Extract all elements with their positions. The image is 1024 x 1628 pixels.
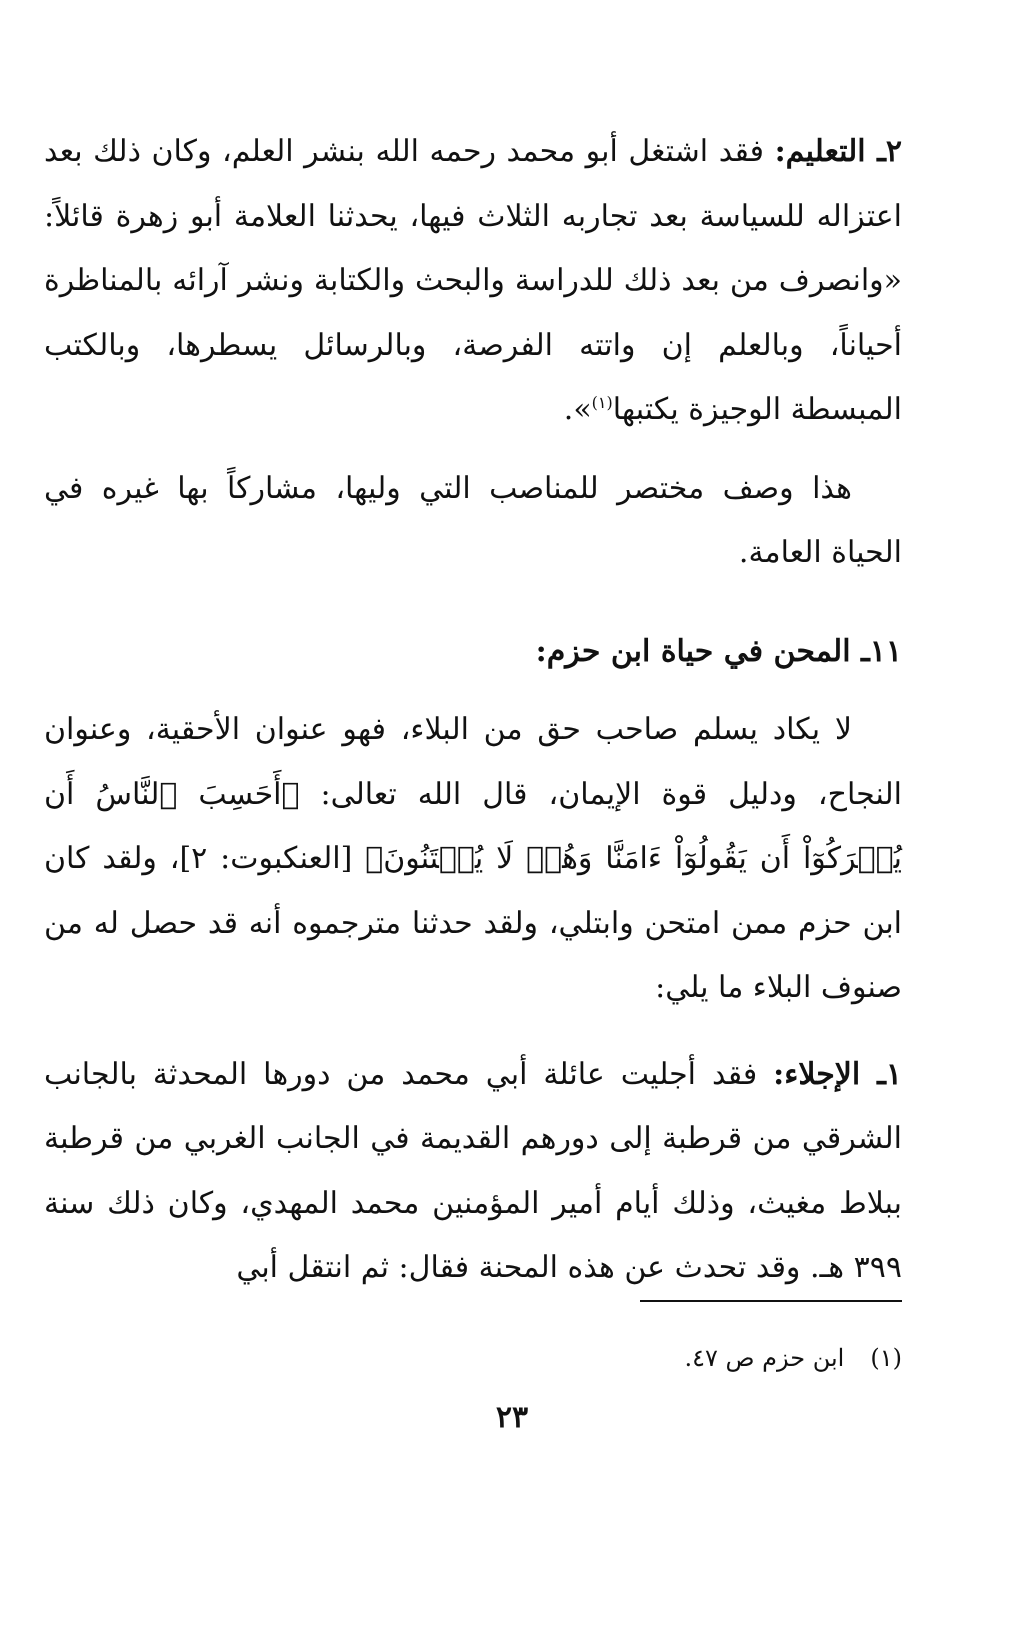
education-heading: ٢ـ التعليم: — [774, 134, 903, 169]
exile-paragraph — [44, 1043, 902, 1301]
trials-paragraph: لا يكاد يسلم صاحب حق من البلاء، فهو عنوان الأحقية، وعنوان النجاح، ودليل قوة الإيمان، قال الله تعالى: ﴿أَحَسِبَ ٱلنَّاسُ أَن يُتۡرَكُوٓاْ أَن يَقُولُوٓاْ ءَامَنَّا وَهُمۡ لَا يُفۡتَنُونَ﴾ [العنكبوت: ٢]، ولقد كان ابن حزم ممن امتحن وابتلي، ولقد حدثنا مترجموه أنه قد حصل له من صنوف البلاء ما يلي: — [44, 712, 902, 1005]
summary-paragraph: هذا وصف مختصر للمناصب التي وليها، مشاركاً بها غيره في الحياة العامة. — [44, 470, 902, 570]
page-body — [44, 120, 902, 1301]
footnote-marker: (١) — [870, 1344, 902, 1372]
footnote-divider — [640, 1300, 902, 1302]
exile-heading: ١ـ الإجلاء: — [773, 1056, 903, 1092]
footnote — [684, 1340, 902, 1376]
footnote-text: ابن حزم ص ٤٧. — [684, 1344, 845, 1372]
footnote-reference[interactable]: (١) — [591, 393, 613, 412]
quote-close: ». — [563, 392, 592, 427]
page-number: ٢٣ — [495, 1400, 529, 1435]
education-text: فقد اشتغل أبو محمد رحمه الله بنشر العلم، وكان ذلك بعد اعتزاله للسياسة بعد تجاربه الثلاث فيها، يحدثنا العلامة أبو زهرة قائلاً: «وانصرف من بعد ذلك للدراسة والبحث والكتابة ونشر آرائه بالمناظرة أحياناً، وبالعلم إن واتته الفرصة، وبالرسائل يسطرها، وبالكتب المبسطة الوجيزة يكتبها — [44, 134, 902, 427]
trials-heading: ١١ـ المحن في حياة ابن حزم: — [535, 633, 902, 669]
exile-text: فقد أجليت عائلة أبي محمد من دورها المحدثة بالجانب الشرقي من قرطبة إلى دورهم القديمة في الجانب الغربي من قرطبة ببلاط مغيث، وذلك أيام أمير المؤمنين محمد المهدي، وكان ذلك سنة ٣٩٩ هـ. وقد تحدث عن هذه المحنة فقال: ثم انتقل أبي — [44, 1056, 902, 1285]
education-paragraph — [44, 120, 902, 443]
